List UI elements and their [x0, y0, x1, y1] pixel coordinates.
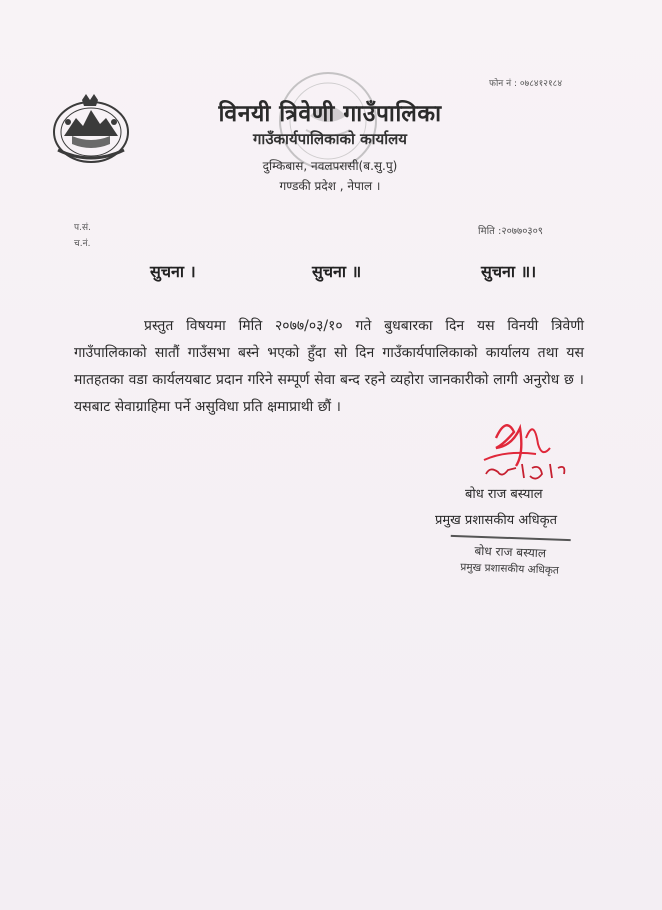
handwritten-signature	[476, 408, 576, 488]
notice-heading-2: सुचना ॥	[312, 262, 362, 281]
address-line-1: दुम्किबास, नवलपरासी(ब.सु.पु)	[262, 159, 398, 173]
address-line-2: गण्डकी प्रदेश , नेपाल ।	[279, 179, 381, 193]
signer-name: बोध राज बस्याल	[465, 487, 543, 502]
notice-heading-1: सुचना ।	[150, 262, 196, 281]
letterhead	[150, 96, 510, 194]
chalani-number-label: च.नं.	[74, 239, 91, 249]
notice-body-text: प्रस्तुत विषयमा मिति २०७७/०३/१० गते बुधबारका दिन यस विनयी त्रिवेणी गाउँपालिकाको सातौं गाउँसभा बस्ने भएको हुँदा सो दिन गाउँकार्यपालिकाको कार्यालय तथा यस मातहतका वडा कार्यलयबाट प्रदान गरिने सम्पूर्ण सेवा बन्द रहने व्यहोरा जानकारीको लागी अनुरोध छ ।यसबाट सेवाग्राहिमा पर्ने असुविधा प्रति क्षमाप्राथी छौं ।	[74, 318, 584, 415]
notice-heading-3: सुचना ॥।	[481, 262, 537, 281]
notice-body	[74, 313, 584, 421]
municipality-title: विनयी त्रिवेणी गाउँपालिका	[218, 101, 442, 127]
signer-designation: प्रमुख प्रशासकीय अधिकृत	[435, 513, 558, 528]
name-stamp	[439, 535, 580, 584]
reference-block	[74, 220, 91, 252]
letter-date: मिति :२०७७०३०९	[478, 226, 544, 237]
stamp-title: प्रमुख प्रशासकीय अधिकृत	[460, 561, 560, 577]
office-subtitle: गाउँकार्यपालिकाको कार्यालय	[252, 130, 407, 148]
nepal-emblem-logo	[50, 92, 132, 164]
patra-sankhya-label: प.सं.	[74, 223, 91, 233]
stamp-name: बोध राज बस्याल	[450, 535, 571, 562]
phone-number: फोन नं : ०७८४१२१८४	[489, 79, 562, 89]
